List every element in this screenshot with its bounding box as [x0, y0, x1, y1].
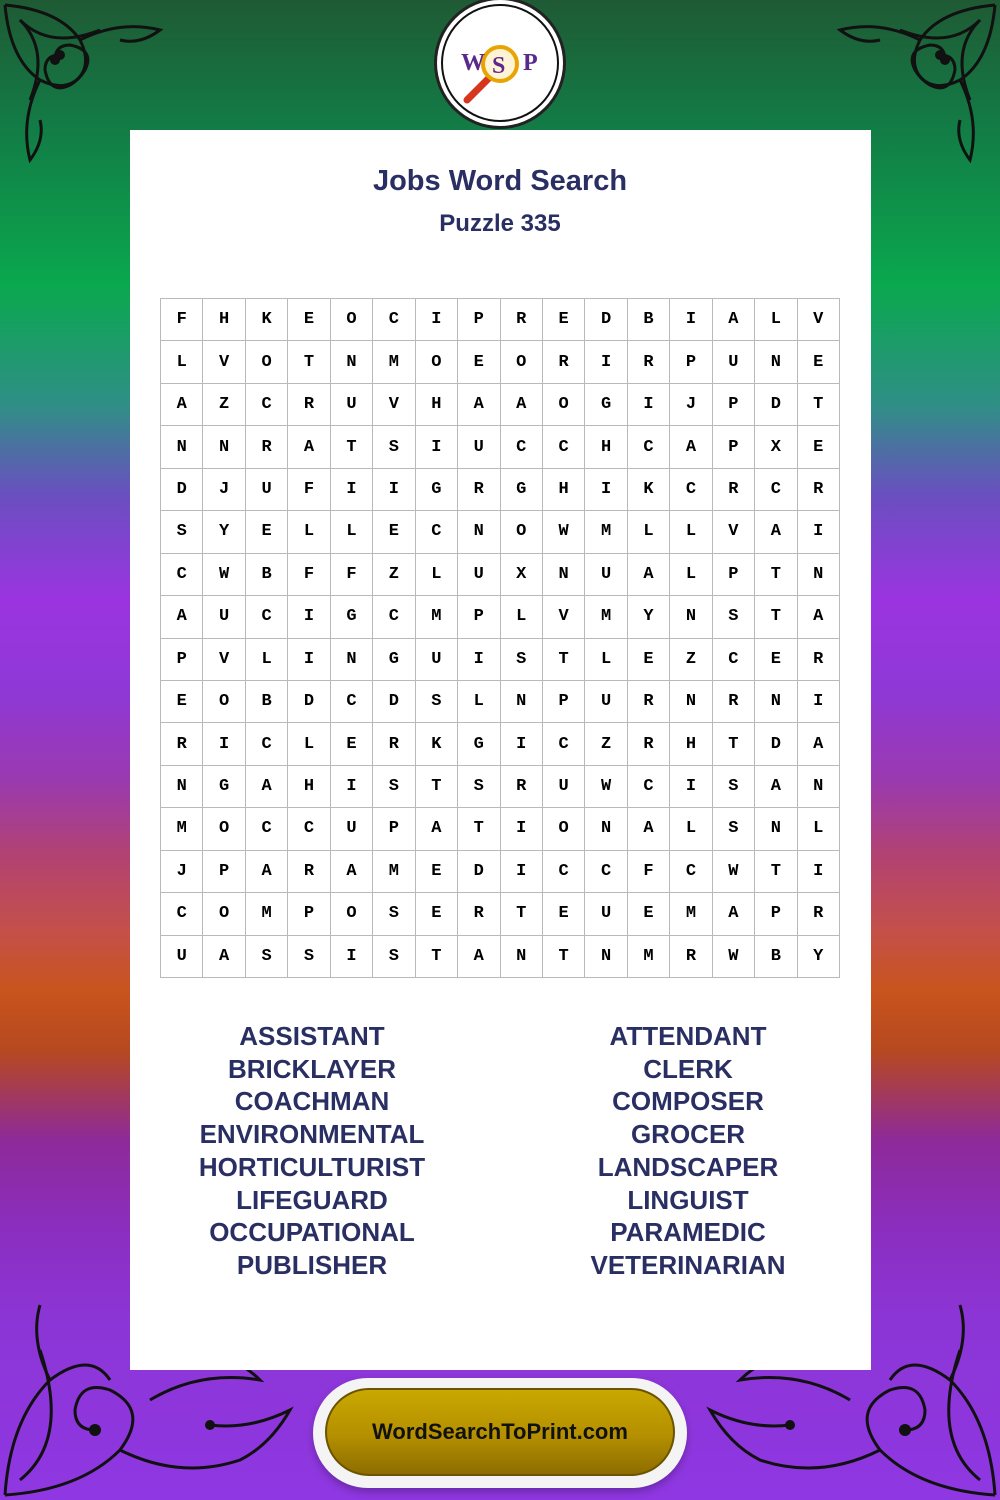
- grid-cell[interactable]: T: [288, 341, 330, 383]
- grid-cell[interactable]: O: [331, 893, 373, 935]
- grid-cell[interactable]: B: [246, 681, 288, 723]
- grid-cell[interactable]: U: [543, 766, 585, 808]
- grid-cell[interactable]: G: [203, 766, 245, 808]
- grid-cell[interactable]: N: [331, 639, 373, 681]
- grid-cell[interactable]: O: [331, 299, 373, 341]
- grid-cell[interactable]: M: [585, 596, 627, 638]
- grid-cell[interactable]: P: [161, 639, 203, 681]
- grid-cell[interactable]: C: [501, 426, 543, 468]
- grid-cell[interactable]: E: [161, 681, 203, 723]
- word-list-item: VETERINARIAN: [590, 1249, 786, 1280]
- grid-cell[interactable]: E: [798, 426, 840, 468]
- word-list-left: [162, 1020, 462, 1282]
- grid-cell[interactable]: C: [246, 808, 288, 850]
- grid-cell[interactable]: I: [331, 936, 373, 978]
- grid-cell[interactable]: S: [501, 639, 543, 681]
- grid-cell[interactable]: C: [543, 426, 585, 468]
- grid-cell[interactable]: N: [755, 681, 797, 723]
- grid-cell[interactable]: A: [246, 766, 288, 808]
- grid-cell[interactable]: U: [713, 341, 755, 383]
- grid-cell[interactable]: E: [458, 341, 500, 383]
- grid-cell[interactable]: L: [161, 341, 203, 383]
- grid-cell[interactable]: E: [416, 851, 458, 893]
- grid-cell[interactable]: M: [585, 511, 627, 553]
- grid-cell[interactable]: L: [585, 639, 627, 681]
- grid-cell[interactable]: C: [331, 681, 373, 723]
- grid-cell[interactable]: Z: [203, 384, 245, 426]
- grid-cell[interactable]: A: [798, 596, 840, 638]
- grid-cell[interactable]: A: [628, 554, 670, 596]
- grid-cell[interactable]: I: [416, 426, 458, 468]
- word-list-item: HORTICULTURIST: [198, 1151, 426, 1182]
- grid-cell[interactable]: D: [373, 681, 415, 723]
- word-list-right: [538, 1020, 838, 1282]
- grid-cell[interactable]: I: [798, 851, 840, 893]
- grid-cell[interactable]: F: [288, 469, 330, 511]
- grid-cell[interactable]: S: [713, 596, 755, 638]
- grid-cell[interactable]: G: [331, 596, 373, 638]
- grid-cell[interactable]: C: [755, 469, 797, 511]
- grid-cell[interactable]: S: [161, 511, 203, 553]
- grid-cell[interactable]: U: [416, 639, 458, 681]
- grid-cell[interactable]: A: [161, 596, 203, 638]
- word-list-item: ASSISTANT: [239, 1021, 385, 1051]
- letter-grid[interactable]: [160, 298, 840, 978]
- grid-cell[interactable]: T: [416, 766, 458, 808]
- grid-cell[interactable]: C: [628, 766, 670, 808]
- grid-cell[interactable]: J: [203, 469, 245, 511]
- grid-cell[interactable]: Z: [670, 639, 712, 681]
- grid-cell[interactable]: V: [713, 511, 755, 553]
- grid-cell[interactable]: S: [288, 936, 330, 978]
- grid-cell[interactable]: K: [246, 299, 288, 341]
- word-list-item: PUBLISHER: [236, 1249, 388, 1280]
- grid-cell[interactable]: R: [373, 723, 415, 765]
- grid-cell[interactable]: E: [288, 299, 330, 341]
- grid-cell[interactable]: B: [755, 936, 797, 978]
- grid-cell[interactable]: R: [798, 639, 840, 681]
- grid-cell[interactable]: I: [501, 808, 543, 850]
- grid-cell[interactable]: X: [755, 426, 797, 468]
- grid-cell[interactable]: N: [755, 341, 797, 383]
- grid-cell[interactable]: O: [543, 384, 585, 426]
- grid-cell[interactable]: Z: [373, 554, 415, 596]
- grid-cell[interactable]: M: [161, 808, 203, 850]
- grid-cell[interactable]: A: [798, 723, 840, 765]
- grid-cell[interactable]: T: [755, 596, 797, 638]
- grid-cell[interactable]: H: [543, 469, 585, 511]
- grid-cell[interactable]: L: [416, 554, 458, 596]
- grid-cell[interactable]: G: [585, 384, 627, 426]
- word-list-item: OCCUPATIONAL: [209, 1217, 415, 1248]
- word-list-item: LANDSCAPER: [597, 1151, 779, 1182]
- grid-cell[interactable]: A: [458, 936, 500, 978]
- grid-cell[interactable]: N: [670, 681, 712, 723]
- grid-cell[interactable]: T: [416, 936, 458, 978]
- grid-cell[interactable]: L: [670, 554, 712, 596]
- grid-cell[interactable]: P: [543, 681, 585, 723]
- grid-cell[interactable]: T: [458, 808, 500, 850]
- grid-cell[interactable]: H: [670, 723, 712, 765]
- grid-cell[interactable]: C: [373, 299, 415, 341]
- grid-cell[interactable]: R: [458, 893, 500, 935]
- grid-cell[interactable]: I: [203, 723, 245, 765]
- grid-cell[interactable]: I: [373, 469, 415, 511]
- grid-cell[interactable]: S: [458, 766, 500, 808]
- grid-cell[interactable]: I: [670, 299, 712, 341]
- logo-letter-w: W: [461, 50, 485, 76]
- grid-cell[interactable]: C: [416, 511, 458, 553]
- grid-cell[interactable]: N: [331, 341, 373, 383]
- grid-cell[interactable]: F: [161, 299, 203, 341]
- grid-cell[interactable]: P: [755, 893, 797, 935]
- grid-cell[interactable]: U: [585, 893, 627, 935]
- grid-cell[interactable]: P: [373, 808, 415, 850]
- grid-cell[interactable]: O: [246, 341, 288, 383]
- grid-cell[interactable]: V: [373, 384, 415, 426]
- grid-cell[interactable]: Y: [798, 936, 840, 978]
- grid-cell[interactable]: P: [670, 341, 712, 383]
- grid-cell[interactable]: C: [246, 723, 288, 765]
- grid-cell[interactable]: A: [161, 384, 203, 426]
- grid-cell[interactable]: I: [416, 299, 458, 341]
- word-list-item: CLERK: [643, 1053, 733, 1084]
- grid-cell[interactable]: Y: [203, 511, 245, 553]
- grid-cell[interactable]: R: [161, 723, 203, 765]
- grid-cell[interactable]: B: [246, 554, 288, 596]
- grid-cell[interactable]: L: [246, 639, 288, 681]
- grid-cell[interactable]: R: [288, 851, 330, 893]
- grid-cell[interactable]: A: [628, 808, 670, 850]
- grid-cell[interactable]: L: [458, 681, 500, 723]
- grid-cell[interactable]: D: [288, 681, 330, 723]
- grid-cell[interactable]: N: [755, 808, 797, 850]
- grid-cell[interactable]: X: [501, 554, 543, 596]
- grid-cell[interactable]: T: [331, 426, 373, 468]
- grid-cell[interactable]: N: [585, 808, 627, 850]
- grid-cell[interactable]: T: [501, 893, 543, 935]
- grid-cell[interactable]: M: [416, 596, 458, 638]
- puzzle-number: Puzzle 335: [439, 210, 561, 237]
- grid-cell[interactable]: B: [628, 299, 670, 341]
- grid-cell[interactable]: E: [755, 639, 797, 681]
- grid-cell[interactable]: U: [161, 936, 203, 978]
- grid-cell[interactable]: R: [288, 384, 330, 426]
- grid-cell[interactable]: L: [670, 511, 712, 553]
- grid-cell[interactable]: Z: [585, 723, 627, 765]
- grid-cell[interactable]: R: [501, 299, 543, 341]
- grid-cell[interactable]: A: [458, 384, 500, 426]
- grid-cell[interactable]: N: [203, 426, 245, 468]
- grid-cell[interactable]: C: [713, 639, 755, 681]
- grid-cell[interactable]: R: [670, 936, 712, 978]
- grid-cell[interactable]: L: [798, 808, 840, 850]
- grid-cell[interactable]: C: [670, 469, 712, 511]
- grid-cell[interactable]: C: [288, 808, 330, 850]
- grid-cell[interactable]: G: [416, 469, 458, 511]
- grid-cell[interactable]: P: [458, 299, 500, 341]
- grid-cell[interactable]: U: [246, 469, 288, 511]
- grid-cell[interactable]: O: [501, 511, 543, 553]
- wsp-logo: [437, 0, 563, 126]
- grid-cell[interactable]: A: [755, 511, 797, 553]
- word-list-item: ATTENDANT: [609, 1021, 767, 1051]
- grid-cell[interactable]: H: [416, 384, 458, 426]
- grid-cell[interactable]: C: [373, 596, 415, 638]
- grid-cell[interactable]: O: [416, 341, 458, 383]
- grid-cell[interactable]: N: [798, 554, 840, 596]
- grid-cell[interactable]: L: [501, 596, 543, 638]
- grid-cell[interactable]: S: [373, 893, 415, 935]
- grid-cell[interactable]: E: [416, 893, 458, 935]
- page-title: Jobs Word Search: [372, 165, 628, 197]
- grid-cell[interactable]: R: [458, 469, 500, 511]
- grid-cell[interactable]: O: [203, 893, 245, 935]
- grid-cell[interactable]: H: [203, 299, 245, 341]
- grid-cell[interactable]: I: [501, 723, 543, 765]
- grid-cell[interactable]: U: [331, 384, 373, 426]
- grid-cell[interactable]: R: [798, 893, 840, 935]
- grid-cell[interactable]: U: [585, 554, 627, 596]
- grid-cell[interactable]: S: [373, 766, 415, 808]
- grid-cell[interactable]: S: [713, 766, 755, 808]
- grid-cell[interactable]: T: [543, 639, 585, 681]
- grid-cell[interactable]: T: [798, 384, 840, 426]
- grid-cell[interactable]: L: [670, 808, 712, 850]
- grid-cell[interactable]: N: [458, 511, 500, 553]
- grid-cell[interactable]: P: [713, 384, 755, 426]
- grid-cell[interactable]: S: [373, 426, 415, 468]
- grid-cell[interactable]: P: [203, 851, 245, 893]
- grid-cell[interactable]: R: [713, 681, 755, 723]
- grid-cell[interactable]: T: [713, 723, 755, 765]
- grid-cell[interactable]: C: [246, 384, 288, 426]
- grid-cell[interactable]: A: [203, 936, 245, 978]
- grid-cell[interactable]: A: [713, 893, 755, 935]
- grid-cell[interactable]: P: [288, 893, 330, 935]
- grid-cell[interactable]: V: [798, 299, 840, 341]
- grid-cell[interactable]: J: [670, 384, 712, 426]
- grid-cell[interactable]: W: [203, 554, 245, 596]
- grid-cell[interactable]: R: [628, 723, 670, 765]
- grid-cell[interactable]: I: [798, 511, 840, 553]
- grid-cell[interactable]: P: [713, 554, 755, 596]
- grid-cell[interactable]: V: [543, 596, 585, 638]
- grid-cell[interactable]: A: [246, 851, 288, 893]
- grid-cell[interactable]: A: [331, 851, 373, 893]
- grid-cell[interactable]: M: [628, 936, 670, 978]
- grid-cell[interactable]: I: [670, 766, 712, 808]
- grid-cell[interactable]: T: [755, 554, 797, 596]
- grid-cell[interactable]: M: [373, 851, 415, 893]
- grid-cell[interactable]: G: [373, 639, 415, 681]
- word-list-item: LIFEGUARD: [236, 1184, 388, 1215]
- grid-cell[interactable]: I: [288, 639, 330, 681]
- grid-cell[interactable]: I: [331, 469, 373, 511]
- grid-cell[interactable]: N: [585, 936, 627, 978]
- grid-cell[interactable]: H: [585, 426, 627, 468]
- grid-cell[interactable]: I: [798, 681, 840, 723]
- grid-cell[interactable]: D: [755, 723, 797, 765]
- grid-cell[interactable]: E: [331, 723, 373, 765]
- grid-cell[interactable]: N: [670, 596, 712, 638]
- grid-cell[interactable]: N: [798, 766, 840, 808]
- grid-cell[interactable]: C: [246, 596, 288, 638]
- grid-cell[interactable]: D: [458, 851, 500, 893]
- grid-cell[interactable]: A: [416, 808, 458, 850]
- grid-cell[interactable]: U: [331, 808, 373, 850]
- word-list-item: PARAMEDIC: [610, 1217, 766, 1248]
- grid-cell[interactable]: L: [628, 511, 670, 553]
- grid-cell[interactable]: R: [628, 341, 670, 383]
- grid-cell[interactable]: V: [203, 341, 245, 383]
- grid-cell[interactable]: N: [543, 554, 585, 596]
- grid-cell[interactable]: N: [501, 936, 543, 978]
- grid-cell[interactable]: P: [713, 426, 755, 468]
- grid-cell[interactable]: D: [161, 469, 203, 511]
- grid-cell[interactable]: E: [628, 639, 670, 681]
- grid-cell[interactable]: F: [628, 851, 670, 893]
- grid-cell[interactable]: V: [203, 639, 245, 681]
- grid-cell[interactable]: U: [203, 596, 245, 638]
- grid-cell[interactable]: I: [288, 596, 330, 638]
- word-list-item: LINGUIST: [627, 1184, 749, 1215]
- grid-cell[interactable]: L: [755, 299, 797, 341]
- grid-cell[interactable]: W: [543, 511, 585, 553]
- grid-cell[interactable]: K: [628, 469, 670, 511]
- grid-cell[interactable]: L: [331, 511, 373, 553]
- grid-cell[interactable]: A: [670, 426, 712, 468]
- grid-cell[interactable]: T: [755, 851, 797, 893]
- grid-cell[interactable]: R: [628, 681, 670, 723]
- grid-cell[interactable]: I: [628, 384, 670, 426]
- grid-cell[interactable]: O: [501, 341, 543, 383]
- grid-cell[interactable]: A: [501, 384, 543, 426]
- grid-cell[interactable]: S: [713, 808, 755, 850]
- grid-cell[interactable]: E: [798, 341, 840, 383]
- grid-cell[interactable]: F: [288, 554, 330, 596]
- grid-cell[interactable]: I: [331, 766, 373, 808]
- grid-cell[interactable]: D: [585, 299, 627, 341]
- grid-cell[interactable]: M: [246, 893, 288, 935]
- grid-cell[interactable]: S: [416, 681, 458, 723]
- word-list-item: COMPOSER: [612, 1086, 764, 1117]
- grid-cell[interactable]: C: [161, 893, 203, 935]
- grid-cell[interactable]: C: [161, 554, 203, 596]
- word-list-item: ENVIRONMENTAL: [199, 1119, 425, 1150]
- grid-cell[interactable]: S: [246, 936, 288, 978]
- grid-cell[interactable]: H: [288, 766, 330, 808]
- grid-cell[interactable]: M: [670, 893, 712, 935]
- grid-cell[interactable]: C: [543, 851, 585, 893]
- grid-cell[interactable]: D: [755, 384, 797, 426]
- grid-cell[interactable]: N: [161, 766, 203, 808]
- grid-cell[interactable]: M: [373, 341, 415, 383]
- word-list-item: COACHMAN: [234, 1086, 390, 1117]
- grid-cell[interactable]: I: [585, 469, 627, 511]
- grid-cell[interactable]: L: [288, 723, 330, 765]
- grid-cell[interactable]: R: [798, 469, 840, 511]
- logo-letter-p: P: [523, 50, 538, 76]
- grid-cell[interactable]: P: [458, 596, 500, 638]
- grid-cell[interactable]: S: [373, 936, 415, 978]
- grid-cell[interactable]: R: [543, 341, 585, 383]
- grid-cell[interactable]: N: [501, 681, 543, 723]
- grid-cell[interactable]: R: [713, 469, 755, 511]
- grid-cell[interactable]: C: [585, 851, 627, 893]
- grid-cell[interactable]: I: [585, 341, 627, 383]
- grid-cell[interactable]: F: [331, 554, 373, 596]
- grid-cell[interactable]: Y: [628, 596, 670, 638]
- grid-cell[interactable]: R: [501, 766, 543, 808]
- grid-cell[interactable]: W: [585, 766, 627, 808]
- grid-cell[interactable]: G: [501, 469, 543, 511]
- grid-cell[interactable]: C: [628, 426, 670, 468]
- grid-cell[interactable]: E: [246, 511, 288, 553]
- grid-cell[interactable]: W: [713, 936, 755, 978]
- grid-cell[interactable]: U: [585, 681, 627, 723]
- grid-cell[interactable]: W: [713, 851, 755, 893]
- logo-letter-s: S: [492, 53, 506, 79]
- grid-cell[interactable]: N: [161, 426, 203, 468]
- grid-cell[interactable]: E: [543, 299, 585, 341]
- grid-cell[interactable]: A: [755, 766, 797, 808]
- grid-cell[interactable]: A: [713, 299, 755, 341]
- grid-cell[interactable]: A: [288, 426, 330, 468]
- grid-cell[interactable]: U: [458, 554, 500, 596]
- grid-cell[interactable]: O: [203, 681, 245, 723]
- grid-cell[interactable]: T: [543, 936, 585, 978]
- grid-cell[interactable]: O: [543, 808, 585, 850]
- grid-cell[interactable]: E: [628, 893, 670, 935]
- word-list-item: BRICKLAYER: [227, 1053, 397, 1084]
- grid-cell[interactable]: I: [501, 851, 543, 893]
- grid-cell[interactable]: R: [246, 426, 288, 468]
- grid-cell[interactable]: E: [543, 893, 585, 935]
- grid-cell[interactable]: L: [288, 511, 330, 553]
- grid-cell[interactable]: C: [670, 851, 712, 893]
- grid-cell[interactable]: J: [161, 851, 203, 893]
- word-list-item: GROCER: [630, 1119, 746, 1150]
- grid-cell[interactable]: I: [458, 639, 500, 681]
- grid-cell[interactable]: E: [373, 511, 415, 553]
- grid-cell[interactable]: G: [458, 723, 500, 765]
- grid-cell[interactable]: O: [203, 808, 245, 850]
- site-link-button[interactable]: WordSearchToPrint.com: [325, 1388, 675, 1476]
- grid-cell[interactable]: U: [458, 426, 500, 468]
- grid-cell[interactable]: K: [416, 723, 458, 765]
- grid-cell[interactable]: C: [543, 723, 585, 765]
